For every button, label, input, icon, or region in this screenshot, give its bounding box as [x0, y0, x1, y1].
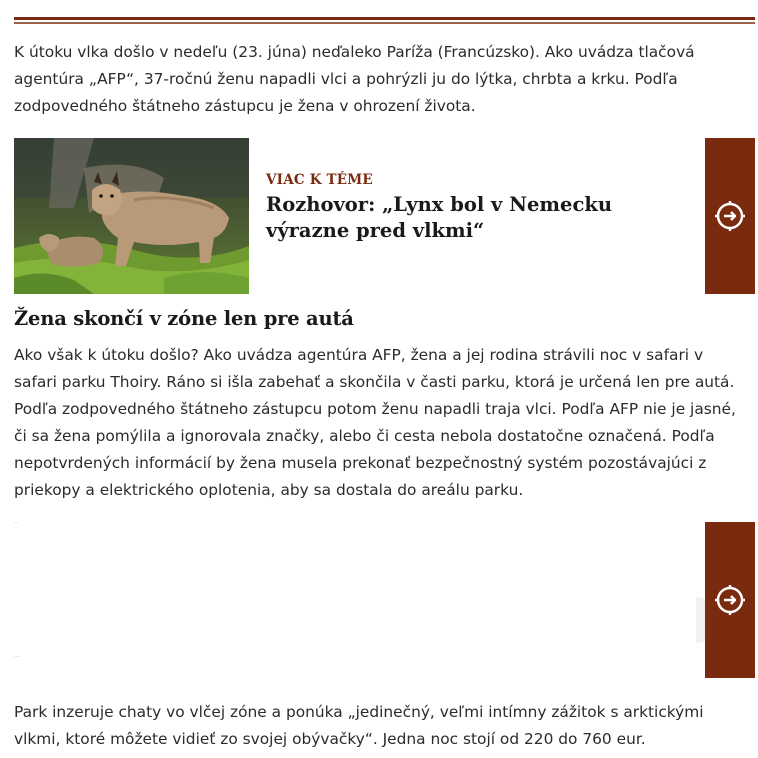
- related-article-image[interactable]: [14, 138, 249, 294]
- top-rule-secondary: [14, 22, 755, 24]
- top-rule: [14, 17, 755, 20]
- related-article-arrow-button[interactable]: [705, 522, 755, 678]
- section-subheading: Žena skončí v zóne len pre autá: [14, 307, 354, 330]
- related-article-arrow-button[interactable]: [705, 138, 755, 294]
- article-paragraph-1: K útoku vlka došlo v nedeľu (23. júna) neďaleko Paríža (Francúzsko). Ako uvádza tlačová agentúra „AFP“, 37-ročnú ženu napadli vlci a pohrýzli ju do lýtka, chrbta a krku. Podľa zodpovedného štátneho zástupcu je žena v ohrození života.: [14, 43, 695, 115]
- arrow-right-circle-icon: [713, 583, 747, 617]
- article-paragraph-3: Park inzeruje chaty vo vlčej zóne a ponúka „jedinečný, veľmi intímny zážitok s arktickými vlkmi, ktoré môžete vidieť zo svojej obývačky“. Jedna noc stojí od 220 do 760 eur.: [14, 703, 704, 748]
- related-kicker: VIAC K TÉME: [266, 172, 373, 188]
- placeholder-mark: [14, 656, 20, 657]
- related-article-title[interactable]: Rozhovor: „Lynx bol v Nemecku výrazne pred vlkmi“: [266, 193, 613, 242]
- arrow-right-circle-icon: [713, 199, 747, 233]
- placeholder-mark: [14, 522, 18, 523]
- related-article-placeholder[interactable]: [14, 522, 704, 678]
- article-paragraph-2: Ako však k útoku došlo? Ako uvádza agentúra AFP, žena a jej rodina strávili noc v safari v safari parku Thoiry. Ráno si išla zabehať a skončila v časti parku, ktorá je určená len pre autá. Podľa zodpovedného štátneho zástupcu potom ženu napadli traja vlci. Podľa AFP nie je jasné, či sa žena pomýlila a ignorovala značky, alebo či cesta nebola dostatočne označená. Podľa nepotvrdených informácií by žena musela prekonať bezpečnostný systém pozostávajúci z priekopy a elektrického oplotenia, aby sa dostala do areálu parku.: [14, 346, 736, 499]
- lynx-photo: [14, 138, 249, 294]
